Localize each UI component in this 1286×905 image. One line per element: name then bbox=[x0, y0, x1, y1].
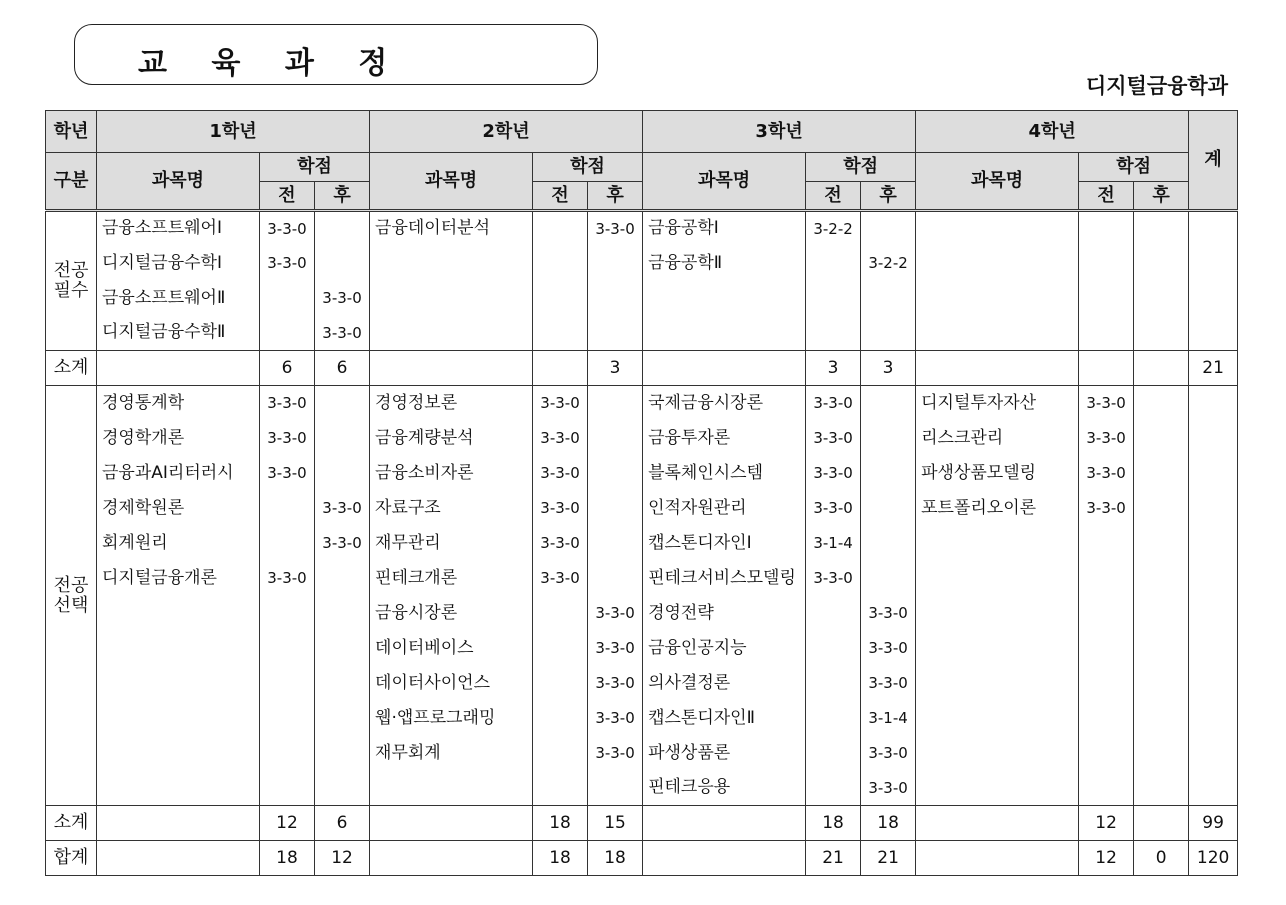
course-name bbox=[370, 281, 533, 316]
credit-header: 학점 bbox=[1079, 153, 1189, 182]
semester-front: 전 bbox=[533, 182, 588, 211]
course-name: 금융투자론 bbox=[643, 421, 806, 456]
credit-back bbox=[588, 491, 643, 526]
credit-back: 3-3-0 bbox=[861, 736, 916, 771]
course-name: 파생상품론 bbox=[643, 736, 806, 771]
credit-front bbox=[806, 596, 861, 631]
subtotal-row bbox=[46, 841, 1238, 876]
course-name bbox=[916, 211, 1079, 246]
semester-front: 전 bbox=[260, 182, 315, 211]
course-name: 디지털투자자산 bbox=[916, 386, 1079, 421]
course-name: 경영전략 bbox=[643, 596, 806, 631]
table-row bbox=[46, 596, 1238, 631]
course-name: 금융계량분석 bbox=[370, 421, 533, 456]
credit-front: 3-3-0 bbox=[1079, 491, 1134, 526]
credit-front bbox=[260, 491, 315, 526]
course-name: 금융소프트웨어Ⅰ bbox=[97, 211, 260, 246]
course-name: 캡스톤디자인Ⅰ bbox=[643, 526, 806, 561]
course-name-header: 과목명 bbox=[97, 153, 260, 211]
credit-back: 3-3-0 bbox=[315, 316, 370, 351]
credit-front: 3-3-0 bbox=[806, 491, 861, 526]
course-name bbox=[370, 771, 533, 806]
credit-front bbox=[533, 281, 588, 316]
course-name bbox=[916, 631, 1079, 666]
credit-back bbox=[1134, 561, 1189, 596]
table-row bbox=[46, 771, 1238, 806]
table-row bbox=[46, 526, 1238, 561]
credit-back: 3-3-0 bbox=[315, 281, 370, 316]
credit-back bbox=[588, 421, 643, 456]
credit-back bbox=[588, 386, 643, 421]
credit-front: 3-3-0 bbox=[806, 561, 861, 596]
credit-front: 3-3-0 bbox=[260, 456, 315, 491]
credit-back bbox=[1134, 386, 1189, 421]
course-name: 금융공학Ⅰ bbox=[643, 211, 806, 246]
credit-back bbox=[315, 631, 370, 666]
row-total bbox=[1189, 386, 1238, 806]
credit-back bbox=[315, 456, 370, 491]
credit-front: 3-3-0 bbox=[533, 561, 588, 596]
credit-front-sum: 18 bbox=[533, 841, 588, 876]
course-name: 재무관리 bbox=[370, 526, 533, 561]
course-name-header: 과목명 bbox=[643, 153, 806, 211]
credit-back bbox=[315, 771, 370, 806]
course-name: 금융인공지능 bbox=[643, 631, 806, 666]
credit-back bbox=[588, 456, 643, 491]
credit-back bbox=[861, 211, 916, 246]
semester-back: 후 bbox=[588, 182, 643, 211]
credit-front: 3-3-0 bbox=[260, 211, 315, 246]
year-2-header: 2학년 bbox=[370, 111, 643, 153]
course-name: 인적자원관리 bbox=[643, 491, 806, 526]
credit-back bbox=[315, 561, 370, 596]
credit-back bbox=[315, 736, 370, 771]
credit-front-sum: 3 bbox=[806, 351, 861, 386]
semester-front: 전 bbox=[1079, 182, 1134, 211]
subtotal-row bbox=[46, 806, 1238, 841]
credit-header: 학점 bbox=[533, 153, 643, 182]
credit-back bbox=[1134, 421, 1189, 456]
total-sum: 21 bbox=[1189, 351, 1238, 386]
credit-back-sum: 3 bbox=[588, 351, 643, 386]
course-name: 핀테크서비스모델링 bbox=[643, 561, 806, 596]
semester-back: 후 bbox=[861, 182, 916, 211]
course-name bbox=[643, 281, 806, 316]
course-name: 국제금융시장론 bbox=[643, 386, 806, 421]
credit-back bbox=[588, 771, 643, 806]
grade-label: 학년 bbox=[46, 111, 97, 153]
credit-front-sum: 21 bbox=[806, 841, 861, 876]
credit-front: 3-1-4 bbox=[806, 526, 861, 561]
course-name: 경제학원론 bbox=[97, 491, 260, 526]
credit-back-sum bbox=[1134, 806, 1189, 841]
credit-back bbox=[588, 316, 643, 351]
credit-front: 3-3-0 bbox=[806, 386, 861, 421]
course-name bbox=[97, 806, 260, 841]
table-row bbox=[46, 421, 1238, 456]
credit-front: 3-3-0 bbox=[533, 456, 588, 491]
course-name: 블록체인시스템 bbox=[643, 456, 806, 491]
course-name bbox=[97, 596, 260, 631]
credit-front bbox=[1079, 561, 1134, 596]
course-name: 캡스톤디자인Ⅱ bbox=[643, 701, 806, 736]
credit-back: 3-3-0 bbox=[588, 666, 643, 701]
credit-front: 3-3-0 bbox=[806, 456, 861, 491]
credit-front bbox=[533, 246, 588, 281]
credit-back bbox=[588, 561, 643, 596]
credit-front: 3-3-0 bbox=[806, 421, 861, 456]
credit-back bbox=[861, 456, 916, 491]
credit-back: 3-3-0 bbox=[315, 526, 370, 561]
credit-back bbox=[861, 386, 916, 421]
credit-front-sum bbox=[1079, 351, 1134, 386]
credit-back: 3-3-0 bbox=[315, 491, 370, 526]
credit-front bbox=[533, 631, 588, 666]
credit-back: 3-3-0 bbox=[588, 736, 643, 771]
credit-front: 3-3-0 bbox=[533, 491, 588, 526]
credit-front bbox=[806, 281, 861, 316]
credit-front-sum bbox=[533, 351, 588, 386]
course-name: 경영정보론 bbox=[370, 386, 533, 421]
course-name bbox=[370, 246, 533, 281]
credit-back-sum: 3 bbox=[861, 351, 916, 386]
credit-back bbox=[1134, 666, 1189, 701]
credit-front: 3-2-2 bbox=[806, 211, 861, 246]
table-row bbox=[46, 211, 1238, 246]
credit-front-sum: 12 bbox=[1079, 806, 1134, 841]
semester-back: 후 bbox=[315, 182, 370, 211]
course-name: 재무회계 bbox=[370, 736, 533, 771]
credit-front bbox=[1079, 596, 1134, 631]
credit-header: 학점 bbox=[260, 153, 370, 182]
course-name: 금융소비자론 bbox=[370, 456, 533, 491]
credit-back-sum: 0 bbox=[1134, 841, 1189, 876]
course-name: 자료구조 bbox=[370, 491, 533, 526]
credit-back bbox=[315, 246, 370, 281]
credit-front bbox=[260, 316, 315, 351]
credit-back bbox=[588, 281, 643, 316]
course-name: 디지털금융수학Ⅱ bbox=[97, 316, 260, 351]
category-label: 구분 bbox=[46, 153, 97, 211]
course-name bbox=[916, 351, 1079, 386]
credit-back bbox=[1134, 316, 1189, 351]
credit-back: 3-3-0 bbox=[588, 211, 643, 246]
credit-front-sum: 6 bbox=[260, 351, 315, 386]
credit-front bbox=[806, 736, 861, 771]
subtotal-row bbox=[46, 351, 1238, 386]
subtotal-label: 합계 bbox=[46, 841, 97, 876]
credit-back-sum bbox=[1134, 351, 1189, 386]
credit-front bbox=[1079, 701, 1134, 736]
credit-back bbox=[1134, 736, 1189, 771]
table-row bbox=[46, 386, 1238, 421]
course-name: 의사결정론 bbox=[643, 666, 806, 701]
course-name bbox=[643, 351, 806, 386]
credit-front-sum: 18 bbox=[533, 806, 588, 841]
table-row bbox=[46, 666, 1238, 701]
credit-back bbox=[588, 526, 643, 561]
course-name bbox=[916, 771, 1079, 806]
credit-back bbox=[315, 211, 370, 246]
course-name: 포트폴리오이론 bbox=[916, 491, 1079, 526]
credit-back: 3-1-4 bbox=[861, 701, 916, 736]
credit-front: 3-3-0 bbox=[533, 526, 588, 561]
credit-back-sum: 12 bbox=[315, 841, 370, 876]
course-name bbox=[370, 806, 533, 841]
credit-back: 3-3-0 bbox=[588, 631, 643, 666]
page-title: 교 육 과 정 bbox=[138, 46, 405, 81]
credit-back: 3-3-0 bbox=[861, 666, 916, 701]
credit-back: 3-3-0 bbox=[861, 596, 916, 631]
credit-front: 3-3-0 bbox=[260, 561, 315, 596]
credit-front: 3-3-0 bbox=[533, 386, 588, 421]
credit-front bbox=[533, 316, 588, 351]
credit-back bbox=[588, 246, 643, 281]
credit-front bbox=[806, 631, 861, 666]
credit-front bbox=[533, 596, 588, 631]
credit-back bbox=[315, 666, 370, 701]
table-row bbox=[46, 631, 1238, 666]
credit-back bbox=[1134, 281, 1189, 316]
table-row bbox=[46, 491, 1238, 526]
credit-front bbox=[806, 771, 861, 806]
semester-front: 전 bbox=[806, 182, 861, 211]
credit-front bbox=[533, 701, 588, 736]
credit-front bbox=[1079, 316, 1134, 351]
course-name: 금융소프트웨어Ⅱ bbox=[97, 281, 260, 316]
credit-front bbox=[260, 666, 315, 701]
credit-back bbox=[315, 386, 370, 421]
course-name: 데이터사이언스 bbox=[370, 666, 533, 701]
course-name: 금융시장론 bbox=[370, 596, 533, 631]
course-name-header: 과목명 bbox=[370, 153, 533, 211]
course-name bbox=[97, 631, 260, 666]
subtotal-label: 소계 bbox=[46, 806, 97, 841]
course-name bbox=[643, 316, 806, 351]
course-name: 리스크관리 bbox=[916, 421, 1079, 456]
total-sum: 99 bbox=[1189, 806, 1238, 841]
credit-back bbox=[861, 281, 916, 316]
credit-front: 3-3-0 bbox=[1079, 386, 1134, 421]
credit-front bbox=[260, 631, 315, 666]
credit-front-sum: 12 bbox=[1079, 841, 1134, 876]
credit-front bbox=[806, 666, 861, 701]
credit-front: 3-3-0 bbox=[1079, 456, 1134, 491]
total-sum: 120 bbox=[1189, 841, 1238, 876]
credit-back-sum: 6 bbox=[315, 351, 370, 386]
category-line: 선택 bbox=[53, 594, 89, 616]
credit-back bbox=[861, 491, 916, 526]
header-row-credit bbox=[46, 153, 1238, 182]
total-header: 계 bbox=[1189, 111, 1238, 211]
credit-back bbox=[1134, 211, 1189, 246]
credit-back bbox=[861, 316, 916, 351]
credit-front bbox=[806, 701, 861, 736]
category-cell bbox=[46, 386, 97, 806]
credit-back bbox=[315, 596, 370, 631]
credit-back-sum: 18 bbox=[588, 841, 643, 876]
credit-back bbox=[1134, 491, 1189, 526]
course-name: 디지털금융개론 bbox=[97, 561, 260, 596]
credit-front bbox=[1079, 771, 1134, 806]
credit-back bbox=[315, 421, 370, 456]
course-name: 디지털금융수학Ⅰ bbox=[97, 246, 260, 281]
credit-back-sum: 6 bbox=[315, 806, 370, 841]
table-row bbox=[46, 246, 1238, 281]
credit-front bbox=[260, 736, 315, 771]
course-name bbox=[643, 841, 806, 876]
course-name: 핀테크개론 bbox=[370, 561, 533, 596]
credit-back bbox=[1134, 246, 1189, 281]
credit-front bbox=[533, 736, 588, 771]
category-cell bbox=[46, 211, 97, 351]
course-name bbox=[643, 806, 806, 841]
course-name bbox=[916, 701, 1079, 736]
course-name: 파생상품모델링 bbox=[916, 456, 1079, 491]
course-name bbox=[916, 281, 1079, 316]
credit-back: 3-3-0 bbox=[588, 701, 643, 736]
credit-back bbox=[861, 526, 916, 561]
credit-front: 3-3-0 bbox=[1079, 421, 1134, 456]
credit-front bbox=[806, 246, 861, 281]
table-row bbox=[46, 736, 1238, 771]
year-3-header: 3학년 bbox=[643, 111, 916, 153]
course-name bbox=[916, 526, 1079, 561]
course-name bbox=[97, 771, 260, 806]
credit-back bbox=[1134, 771, 1189, 806]
credit-front bbox=[1079, 246, 1134, 281]
credit-back bbox=[1134, 701, 1189, 736]
credit-front bbox=[260, 281, 315, 316]
course-name: 웹·앱프로그래밍 bbox=[370, 701, 533, 736]
category-line: 전공 bbox=[53, 574, 89, 596]
credit-front: 3-3-0 bbox=[260, 386, 315, 421]
credit-back-sum: 15 bbox=[588, 806, 643, 841]
course-name bbox=[97, 701, 260, 736]
course-name bbox=[370, 316, 533, 351]
credit-back bbox=[861, 561, 916, 596]
category-line: 필수 bbox=[53, 280, 89, 301]
credit-front bbox=[806, 316, 861, 351]
credit-front bbox=[533, 211, 588, 246]
course-name-header: 과목명 bbox=[916, 153, 1079, 211]
course-name bbox=[916, 596, 1079, 631]
course-name: 금융과AI리터러시 bbox=[97, 456, 260, 491]
credit-back bbox=[1134, 596, 1189, 631]
table-row bbox=[46, 281, 1238, 316]
credit-front bbox=[1079, 281, 1134, 316]
table-row bbox=[46, 701, 1238, 736]
table-row bbox=[46, 316, 1238, 351]
course-name bbox=[370, 351, 533, 386]
category-line: 전공 bbox=[53, 260, 89, 282]
credit-front bbox=[260, 701, 315, 736]
course-name bbox=[916, 561, 1079, 596]
course-name: 금융데이터분석 bbox=[370, 211, 533, 246]
course-name bbox=[97, 841, 260, 876]
course-name bbox=[916, 736, 1079, 771]
course-name: 회계원리 bbox=[97, 526, 260, 561]
credit-back-sum: 18 bbox=[861, 806, 916, 841]
department-name: 디지털금융학과 bbox=[1085, 74, 1228, 98]
credit-back: 3-3-0 bbox=[861, 631, 916, 666]
credit-front bbox=[1079, 666, 1134, 701]
credit-front bbox=[260, 596, 315, 631]
course-name bbox=[916, 316, 1079, 351]
course-name bbox=[916, 841, 1079, 876]
credit-back bbox=[1134, 631, 1189, 666]
course-name: 금융공학Ⅱ bbox=[643, 246, 806, 281]
credit-front bbox=[1079, 526, 1134, 561]
course-name: 데이터베이스 bbox=[370, 631, 533, 666]
credit-front-sum: 18 bbox=[260, 841, 315, 876]
curriculum-table bbox=[45, 110, 1238, 876]
course-name bbox=[97, 666, 260, 701]
credit-back-sum: 21 bbox=[861, 841, 916, 876]
credit-front-sum: 12 bbox=[260, 806, 315, 841]
course-name bbox=[916, 666, 1079, 701]
credit-front bbox=[533, 771, 588, 806]
course-name: 핀테크응용 bbox=[643, 771, 806, 806]
credit-back: 3-2-2 bbox=[861, 246, 916, 281]
year-1-header: 1학년 bbox=[97, 111, 370, 153]
credit-back: 3-3-0 bbox=[861, 771, 916, 806]
credit-header: 학점 bbox=[806, 153, 916, 182]
credit-front bbox=[1079, 211, 1134, 246]
course-name bbox=[916, 246, 1079, 281]
credit-back bbox=[861, 421, 916, 456]
credit-front bbox=[1079, 631, 1134, 666]
course-name bbox=[370, 841, 533, 876]
credit-front-sum: 18 bbox=[806, 806, 861, 841]
credit-front bbox=[1079, 736, 1134, 771]
row-total bbox=[1189, 211, 1238, 351]
subtotal-label: 소계 bbox=[46, 351, 97, 386]
credit-front bbox=[533, 666, 588, 701]
year-4-header: 4학년 bbox=[916, 111, 1189, 153]
credit-back bbox=[1134, 456, 1189, 491]
header-row-years bbox=[46, 111, 1238, 153]
semester-back: 후 bbox=[1134, 182, 1189, 211]
table-row bbox=[46, 456, 1238, 491]
course-name bbox=[916, 806, 1079, 841]
credit-front bbox=[260, 771, 315, 806]
credit-front: 3-3-0 bbox=[260, 421, 315, 456]
credit-front: 3-3-0 bbox=[533, 421, 588, 456]
course-name: 경영통계학 bbox=[97, 386, 260, 421]
credit-back: 3-3-0 bbox=[588, 596, 643, 631]
course-name: 경영학개론 bbox=[97, 421, 260, 456]
course-name bbox=[97, 351, 260, 386]
credit-back bbox=[1134, 526, 1189, 561]
credit-front: 3-3-0 bbox=[260, 246, 315, 281]
credit-front bbox=[260, 526, 315, 561]
credit-back bbox=[315, 701, 370, 736]
course-name bbox=[97, 736, 260, 771]
table-row bbox=[46, 561, 1238, 596]
